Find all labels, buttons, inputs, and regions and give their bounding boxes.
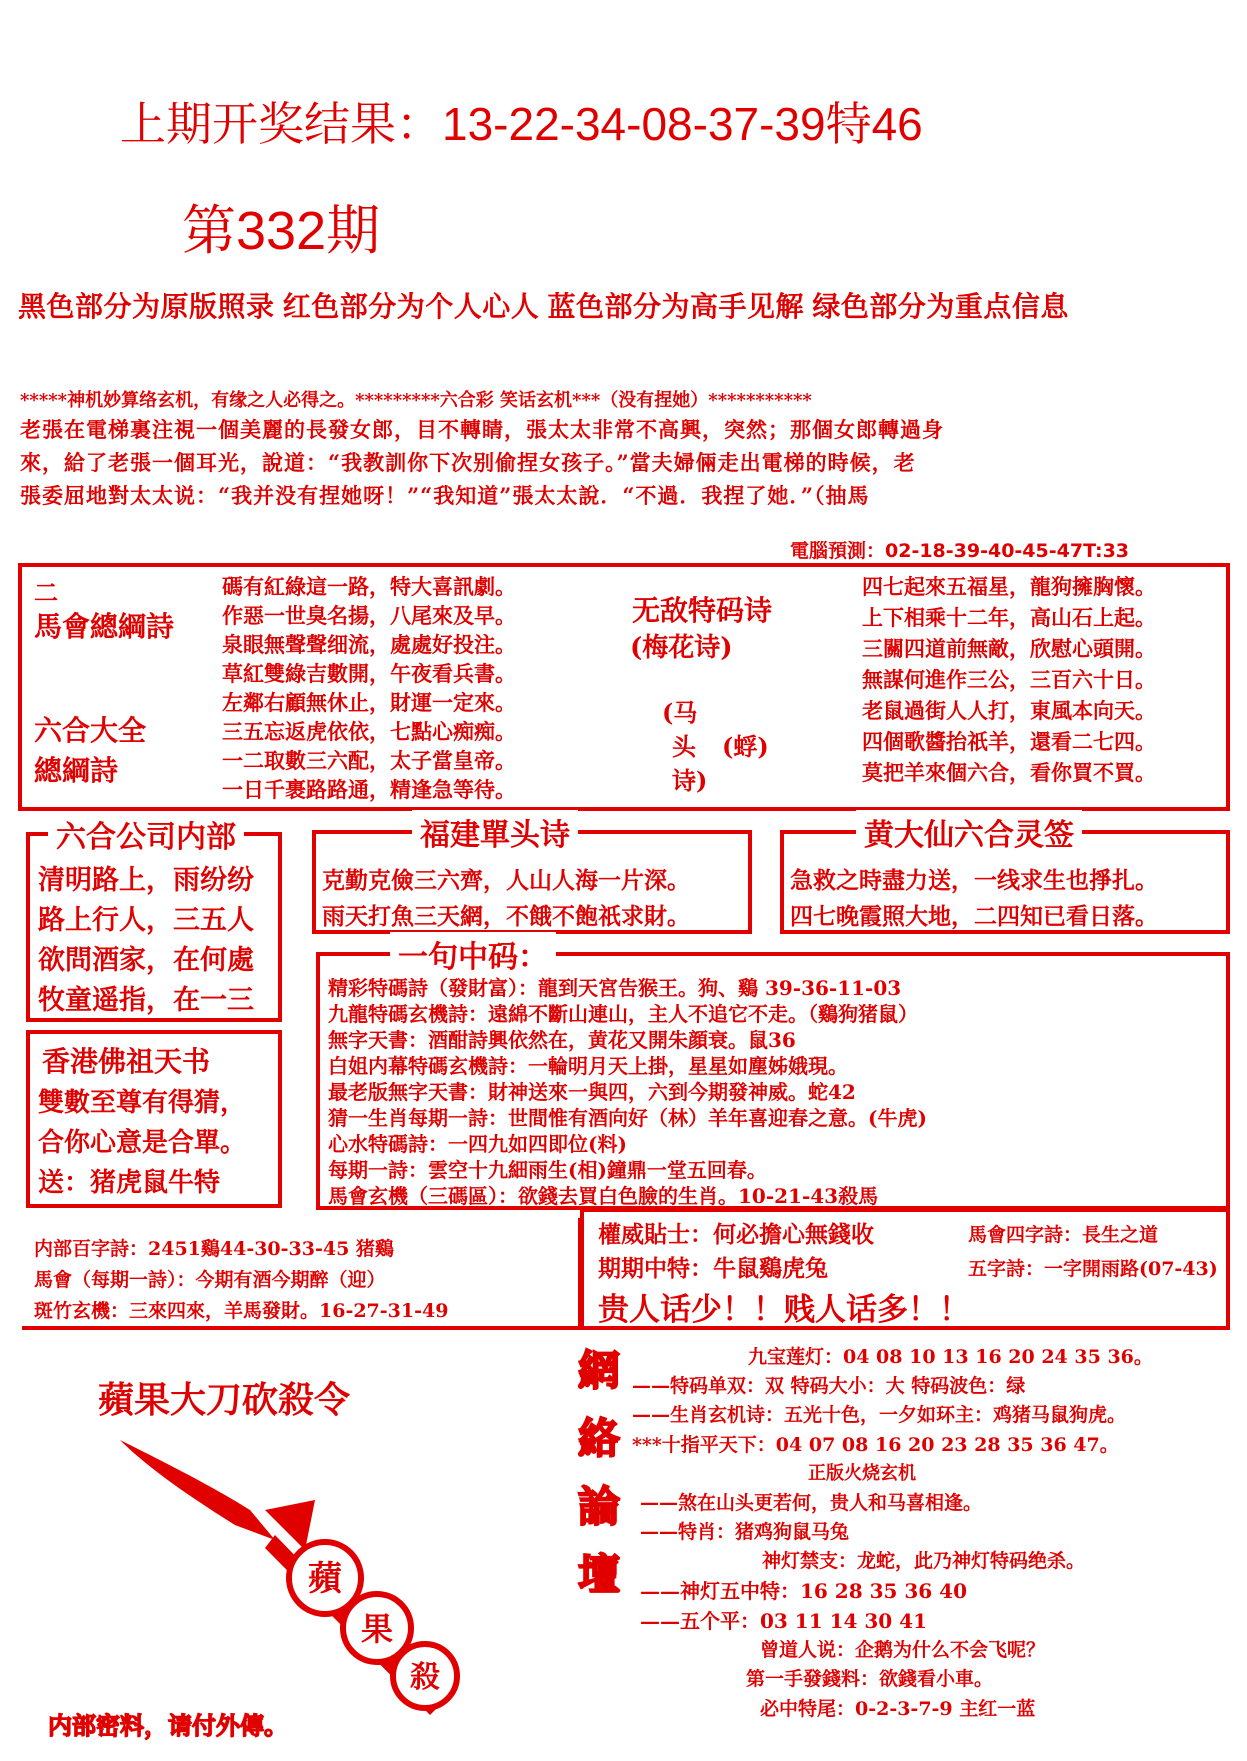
last-result: 上期开奖结果：13-22-34-08-37-39特46 — [120, 98, 923, 150]
authority-each-period: 期期中特：牛鼠鷄虎兔 — [598, 1255, 828, 1282]
seal-char: 果 — [360, 1610, 394, 1648]
main-label-2b: 總綱詩 — [34, 754, 119, 787]
hk-box — [26, 1030, 282, 1208]
authority-slogan: 贵人话少！！贱人话多！！ — [598, 1292, 970, 1328]
poem-line: 三五忘返虎依依，七點心痴痴。 — [222, 719, 516, 744]
poem-line: 泉眼無聲聲细流，處處好投注。 — [222, 632, 516, 657]
color-legend: 黑色部分为原版照录 红色部分为个人心人 蓝色部分为高手见解 绿色部分为重点信息 — [18, 291, 1069, 322]
company-line: 欲問酒家，在何處 — [38, 945, 254, 976]
forum-line: ——生肖玄机诗：五光十色，一夕如环主：鸡猪马鼠狗虎。 — [632, 1404, 1127, 1426]
main-label-prefix: 二 — [34, 578, 58, 607]
main-label-1: 馬會總綱詩 — [34, 610, 175, 643]
horse-text-d: 诗) — [672, 766, 708, 795]
poem-line: 三關四道前無敵，欣慰心頭開。 — [862, 636, 1156, 661]
one-sentence-line: 馬會玄機（三碼區）：欲錢去買白色臉的生肖。10-21-43殺馬 — [328, 1184, 879, 1208]
center-subtitle: (梅花诗) — [630, 633, 733, 663]
knife-illustration — [100, 1430, 480, 1730]
hk-title: 香港佛祖天书 — [42, 1045, 211, 1078]
one-sentence-line: 心水特碼詩：一四九如四即位(料) — [328, 1132, 627, 1156]
forum-line: ***十指平天下：04 07 08 16 20 23 28 35 36 47。 — [632, 1434, 1119, 1456]
company-box — [26, 820, 282, 1022]
poem-line: 四七起來五福星，龍狗擁胸懷。 — [862, 574, 1156, 599]
forum-char: 壇 — [578, 1550, 621, 1599]
inner-line: 斑竹玄機：三來四來，羊馬發財。16-27-31-49 — [34, 1300, 449, 1322]
horse-text-c: (蜉) — [722, 732, 769, 761]
forum-line: 必中特尾：0-2-3-7-9 主红一蓝 — [760, 1698, 1036, 1720]
one-sentence-box — [316, 940, 1230, 1210]
huang-line: 急救之時盡力送，一线求生也掙扎。 — [790, 867, 1158, 894]
joke-line: 張委屈地對太太说：“我并没有捏她呀！”“我知道”張太太說．“不過．我捏了她．”（抽馬 — [20, 483, 870, 508]
hk-line: 合你心意是合單。 — [38, 1128, 247, 1158]
horse-text-a: (马 — [662, 698, 698, 727]
company-line: 牧童遥指，在一三 — [38, 985, 254, 1016]
joke-line: 來，給了老張一個耳光，說道：“我教訓你下次别偷捏女孩子。”當夫婦倆走出電梯的時候，老 — [20, 450, 916, 475]
poem-line: 碼有紅綠這一路，特大喜訊劇。 — [222, 574, 516, 599]
forum-line: ——特肖：猪鸡狗鼠马兔 — [640, 1521, 850, 1543]
fujian-title: 福建單头诗 — [412, 810, 578, 854]
poem-line: 一日千裹路路通，精逢急等待。 — [222, 777, 516, 802]
poem-left — [222, 571, 516, 803]
center-title: 无敌特码诗 — [632, 594, 773, 627]
main-label-2a: 六合大全 — [34, 714, 147, 747]
company-line: 路上行人，三五人 — [38, 905, 254, 936]
huang-box — [780, 818, 1230, 934]
forum-line: ——煞在山头更若何，贵人和马喜相逢。 — [640, 1492, 983, 1514]
poem-line: 草紅雙綠吉數開，午夜看兵書。 — [222, 661, 516, 686]
authority-box — [580, 1208, 1230, 1330]
hk-line: 送：猪虎鼠牛特 — [38, 1168, 221, 1198]
one-sentence-line: 無字天書：酒酣詩興依然在，黄花又開朱顔衰。鼠36 — [328, 1028, 796, 1052]
one-sentence-line: 每期一詩：雲空十九細雨生(相)鐘鼎一堂五回春。 — [328, 1158, 767, 1182]
poem-line: 四個歌醬抬祇羊，還看二七四。 — [862, 729, 1156, 754]
inner-line: 馬會（每期一詩）：今期有酒今期醉（迎） — [34, 1269, 386, 1291]
main-poem-box — [18, 563, 1230, 811]
poem-right — [862, 571, 1156, 788]
poem-line: 一二取數三六配，太子當皇帝。 — [222, 748, 516, 773]
huang-line: 四七晚霞照大地，二四知已看日落。 — [790, 903, 1158, 930]
apple-footer: 内部密料，请付外傳。 — [48, 1711, 288, 1740]
fujian-line: 雨天打魚三天網，不餓不飽祇求財。 — [322, 903, 690, 930]
seal-char: 蘋 — [308, 1559, 342, 1599]
inner-box — [22, 1218, 582, 1330]
one-sentence-title: 一句中码： — [390, 932, 556, 976]
fujian-line: 克勤克儉三六齊，人山人海一片深。 — [322, 867, 690, 894]
inner-line: 内部百字詩：2451鷄44-30-33-45 猪鷄 — [34, 1238, 394, 1260]
poem-line: 老鼠過街人人打，東風本向天。 — [862, 698, 1156, 723]
one-sentence-line: 九龍特碼玄機詩：遠綿不斷山連山，主人不追它不走。（鷄狗猪鼠） — [328, 1002, 918, 1026]
poem-line: 作惡一世臭名揚，八尾來及早。 — [222, 603, 516, 628]
issue-number: 第332期 — [182, 201, 381, 261]
huang-title: 黄大仙六合灵签 — [856, 810, 1082, 854]
joke-line: 老張在電梯裏注視一個美麗的長發女郎，目不轉睛，張太太非常不高興，突然；那個女郎轉過身 — [20, 417, 944, 442]
joke-block — [20, 386, 1230, 513]
one-sentence-line: 精彩特碼詩（發財富）：龍到天宮告猴王。狗、鷄 39-36-11-03 — [328, 976, 902, 1000]
poem-line: 莫把羊來個六合，看你買不買。 — [862, 760, 1156, 785]
poem-line: 左鄰右顧無休止，財運一定來。 — [222, 690, 516, 715]
authority-four-char: 馬會四字詩：長生之道 — [968, 1224, 1159, 1246]
seal-char: 殺 — [410, 1660, 440, 1695]
fujian-box — [312, 818, 752, 934]
forum-char: 網 — [578, 1346, 621, 1395]
forum-line: 正版火烧玄机 — [808, 1463, 916, 1484]
company-title: 六合公司内部 — [48, 812, 244, 856]
poem-line: 無謀何進作三公，三百六十日。 — [862, 667, 1156, 692]
forum-line: 九宝莲灯：04 08 10 13 16 20 24 35 36。 — [748, 1346, 1153, 1368]
one-sentence-line: 白姐内幕特碼玄機詩：一輪明月天上掛，星星如塵姊娥現。 — [328, 1054, 848, 1078]
authority-tip: 權威貼士：何必擔心無錢收 — [598, 1221, 874, 1248]
one-sentence-line: 猜一生肖每期一詩：世間惟有酒向好（林）羊年喜迎春之意。(牛虎) — [328, 1106, 927, 1130]
forum-line: ——五个平：03 11 14 30 41 — [640, 1609, 928, 1633]
forum-line: 曾道人说：企鹅为什么不会飞呢？ — [760, 1639, 1046, 1661]
forum-line: ——神灯五中特：16 28 35 36 40 — [640, 1579, 968, 1603]
forum-vertical-title — [578, 1338, 628, 1610]
company-line: 清明路上，雨纷纷 — [38, 865, 254, 896]
joke-line: *****神机妙算络玄机，有缘之人必得之。*********六合彩 笑话玄机***（没有捏她）*********** — [20, 390, 812, 411]
authority-five-char: 五字詩：一字開雨路(07-43) — [968, 1258, 1218, 1280]
forum-line: 神灯禁支：龙蛇，此乃神灯特码绝杀。 — [762, 1550, 1086, 1572]
forum-char: 論 — [578, 1482, 621, 1531]
poem-line: 上下相乘十二年，高山石上起。 — [862, 605, 1156, 630]
apple-title: 蘋果大刀砍殺令 — [98, 1379, 351, 1421]
forum-line: ——特码单双：双 特码大小：大 特码波色：绿 — [632, 1375, 1026, 1397]
hk-line: 雙數至尊有得猜， — [38, 1088, 247, 1118]
forum-line: 第一手發錢料：欲錢看小車。 — [746, 1668, 994, 1690]
one-sentence-line: 最老版無字天書：財神送來一與四，六到今期發神威。蛇42 — [328, 1080, 856, 1104]
forum-char: 絡 — [578, 1414, 621, 1463]
computer-prediction: 電腦預測：02-18-39-40-45-47T:33 — [790, 540, 1130, 562]
horse-text-b: 头 — [672, 732, 696, 761]
